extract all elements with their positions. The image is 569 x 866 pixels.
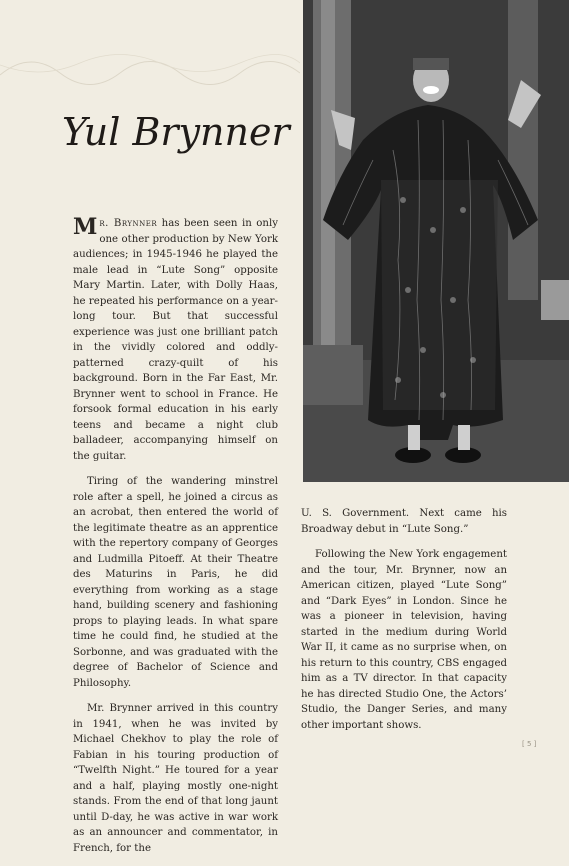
name-smallcaps: r. Brynner (99, 218, 158, 229)
paragraph: Tiring of the wandering minstrel role after a spell, he joined a circus as an acrobat, then entered the world of the legitimate theatre as an apprentice with the repertory company of Georges and Ludmilla Pitoeff. At their Theatre des Maturins in Paris, he did everything from working as a stage hand, building scenery and fashioning props to playing leads. In what spare time he could find, he studied at the Sorbonne, and was graduated with the degree of Bachelor of Science and Philosophy. (73, 476, 278, 689)
portrait-photo (303, 0, 569, 482)
paragraph-text: has been seen in only one other production by New York audiences; in 1945-1946 he played the male lead in “Lute Song” opposite Mary Martin. Later, with Dolly Haas, he repeated his performance on a year-long tour. But that successful experience was just one brilliant patch in the vividly colored and oddly-patterned crazy-quilt of his background. Born in the Far East, Mr. Brynner went to school in France. He forsook formal education in his early teens and became a night club balladeer, accompanying himself on the guitar. (73, 218, 278, 462)
left-text-column (73, 216, 278, 866)
right-text-column (301, 506, 507, 743)
paragraph: U. S. Government. Next came his Broadway debut in “Lute Song.” (301, 508, 507, 535)
paragraph: Following the New York engagement and the tour, Mr. Brynner, now an American citizen, played “Lute Song” and “Dark Eyes” in London. Since he was a pioneer in television, having started in the medium during World War II, it came as no surprise when, on his return to this country, CBS engaged him as a TV director. In that capacity he has directed Studio One, the Actors’ Studio, the Danger Series, and many other important shows. (301, 549, 507, 731)
portrait-photo-icon (303, 0, 569, 482)
paragraph: Mr. Brynner arrived in this country in 1941, when he was invited by Michael Chekhov to play the role of Fabian in his touring production of “Twelfth Night.” He toured for a year and a half, playing mostly one-night stands. From the end of that long jaunt until D-day, he was active in war work as an announcer and commentator, in French, for the (73, 703, 278, 854)
drop-cap: M (73, 214, 98, 240)
page-number: [ 5 ] (522, 740, 537, 748)
page-title: Yul Brynner (62, 110, 290, 154)
decorative-ornament-icon (0, 45, 300, 85)
paragraph (73, 216, 278, 464)
